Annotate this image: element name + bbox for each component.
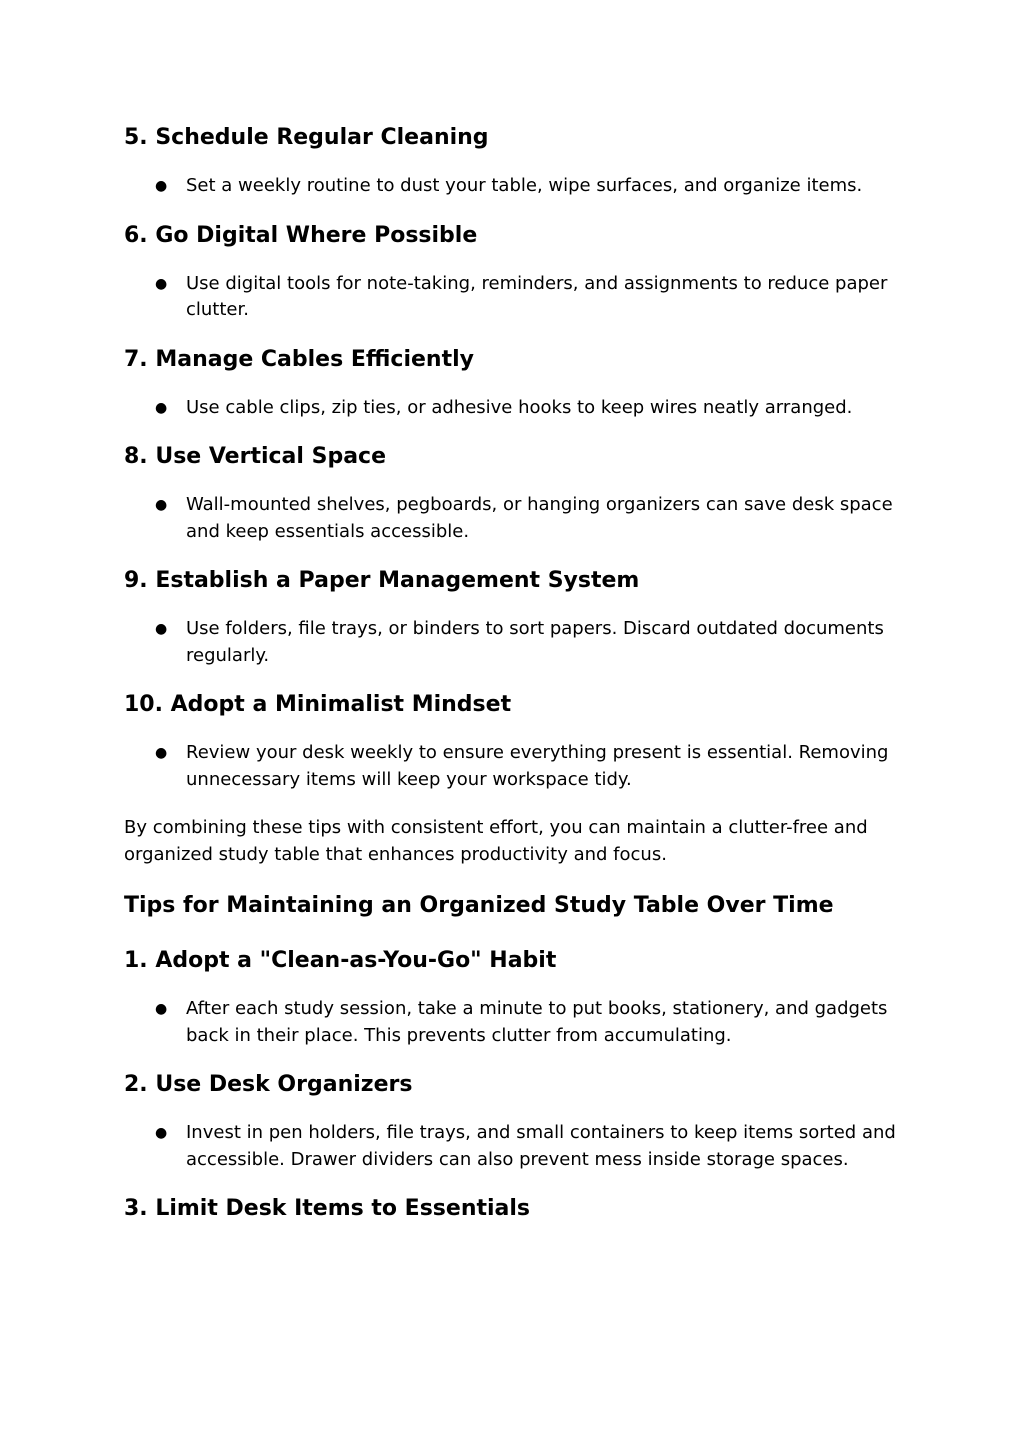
bullet-icon: ● <box>155 1125 168 1141</box>
list-item-text: Wall-mounted shelves, pegboards, or hanging organizers can save desk space and keep essentials accessible. <box>186 494 893 542</box>
bullet-icon: ● <box>155 1001 168 1017</box>
tips-title: Tips for Maintaining an Organized Study Table Over Time <box>124 893 834 918</box>
section-schedule-cleaning <box>124 124 900 200</box>
section-heading: 1. Adopt a "Clean-as-You-Go" Habit <box>124 948 557 973</box>
bullet-list <box>124 395 900 422</box>
list-item <box>155 173 900 200</box>
section-heading: 7. Manage Cables Efficiently <box>124 346 474 372</box>
section-vertical-space <box>124 443 900 545</box>
list-item-text: After each study session, take a minute to put books, stationery, and gadgets back in their place. This prevents clutter from accumulating. <box>186 998 888 1046</box>
list-item <box>155 1120 900 1173</box>
list-item <box>155 996 900 1049</box>
bullet-list <box>124 1120 900 1173</box>
section-desk-organizers <box>124 1071 900 1173</box>
section-heading: 5. Schedule Regular Cleaning <box>124 125 489 150</box>
bullet-icon: ● <box>155 497 168 513</box>
list-item <box>155 271 900 324</box>
section-paper-management <box>124 567 900 669</box>
section-heading: 8. Use Vertical Space <box>124 444 387 469</box>
bullet-icon: ● <box>155 178 168 194</box>
section-manage-cables <box>124 346 900 422</box>
bullet-list <box>124 271 900 324</box>
section-heading: 9. Establish a Paper Management System <box>124 568 640 593</box>
list-item <box>155 740 900 793</box>
bullet-icon: ● <box>155 275 168 292</box>
section-heading: 2. Use Desk Organizers <box>124 1072 413 1097</box>
bullet-icon: ● <box>155 745 168 761</box>
bullet-list <box>124 616 900 669</box>
bullet-list <box>124 996 900 1049</box>
bullet-icon: ● <box>155 399 168 416</box>
list-item-text: Use folders, file trays, or binders to sort papers. Discard outdated documents regularly. <box>186 618 884 666</box>
list-item-text: Use cable clips, zip ties, or adhesive hooks to keep wires neatly arranged. <box>186 396 853 418</box>
summary-paragraph: By combining these tips with consistent effort, you can maintain a clutter-free and organized study table that enhances productivity and focus. <box>124 817 868 865</box>
bullet-icon: ● <box>155 621 168 637</box>
section-go-digital <box>124 222 900 324</box>
section-minimalist-mindset <box>124 691 900 793</box>
list-item-text: Set a weekly routine to dust your table, wipe surfaces, and organize items. <box>186 175 863 196</box>
section-heading: 6. Go Digital Where Possible <box>124 222 478 248</box>
section-heading: 10. Adopt a Minimalist Mindset <box>124 692 512 717</box>
list-item <box>155 492 900 545</box>
list-item-text: Use digital tools for note-taking, reminders, and assignments to reduce paper clutter. <box>186 272 888 320</box>
list-item <box>155 616 900 669</box>
section-heading-essentials: 3. Limit Desk Items to Essentials <box>124 1196 531 1221</box>
section-clean-as-you-go <box>124 947 900 1049</box>
bullet-list <box>124 740 900 793</box>
list-item-text: Review your desk weekly to ensure everything present is essential. Removing unnecessary items will keep your workspace tidy. <box>186 742 889 790</box>
bullet-list <box>124 173 900 200</box>
bullet-list <box>124 492 900 545</box>
list-item-text: Invest in pen holders, file trays, and small containers to keep items sorted and accessible. Drawer dividers can also prevent mess inside storage spaces. <box>186 1122 896 1170</box>
list-item <box>155 395 900 422</box>
